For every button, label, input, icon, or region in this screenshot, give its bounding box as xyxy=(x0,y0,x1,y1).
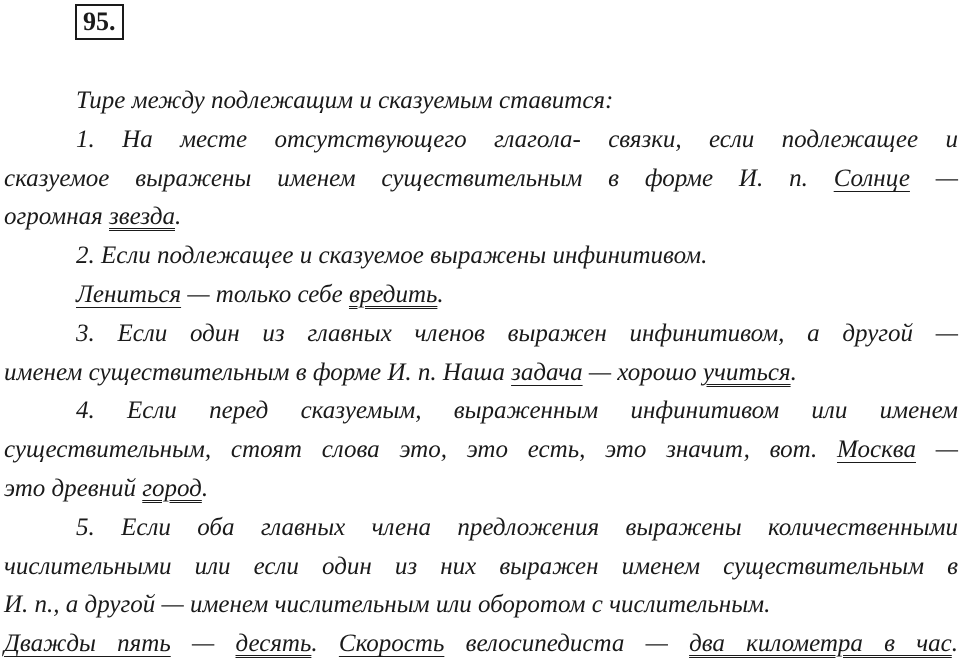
rule-1-subject: Солнце xyxy=(833,164,910,192)
rule-5-predicate-2: два километра в час xyxy=(689,630,952,658)
rule-2-line-1 xyxy=(4,237,958,276)
rule-3-line-1 xyxy=(4,315,958,354)
exercise-number: 95. xyxy=(75,4,124,40)
rule-4-text-cont: существительным, стоят слова это, это есть, это значит, вот. xyxy=(4,436,818,464)
rule-5-line-4 xyxy=(4,625,958,664)
rule-4-dash: — xyxy=(935,436,959,464)
rules-text xyxy=(4,82,958,664)
rule-5-line-2 xyxy=(4,548,958,587)
rule-4-line-2 xyxy=(4,431,958,470)
rule-5-middle-2: велосипедиста — xyxy=(465,630,668,658)
rule-5-line-3 xyxy=(4,586,958,625)
rule-4-line-3 xyxy=(4,470,958,509)
rule-5-line-1 xyxy=(4,509,958,548)
rule-2-line-2 xyxy=(4,276,958,315)
rule-3-middle: — хорошо xyxy=(588,358,697,386)
rule-2-predicate: вредить xyxy=(348,280,438,308)
rule-2-text: 2. Если подлежащее и сказуемое выражены инфинитивом. xyxy=(76,242,708,270)
rule-3-end: . xyxy=(790,358,797,386)
rule-1-example-start: огромная xyxy=(4,203,103,231)
rule-5-predicate-1: десять xyxy=(235,630,312,658)
rule-3-line-2 xyxy=(4,354,958,393)
rule-5-text-cont: числительными или если один из них выражен именем существительным в xyxy=(4,552,958,580)
rule-2-subject: Лениться xyxy=(76,280,182,308)
rule-5-separator: . xyxy=(311,630,318,658)
rule-1-predicate: звезда xyxy=(109,203,175,231)
rule-3-text-cont: именем существительным в форме И. п. Наша xyxy=(4,358,505,386)
rule-1-dash: — xyxy=(935,164,959,192)
rule-4-end: . xyxy=(201,474,209,502)
rule-5-text: 5. Если оба главных члена предложения выражены количественными xyxy=(76,513,958,541)
rule-5-text-cont-2: И. п., а другой — именем числительным или оборотом с числительным. xyxy=(4,591,771,619)
rule-1-end: . xyxy=(174,203,182,231)
rule-4-text: 4. Если перед сказуемым, выраженным инфинитивом или именем xyxy=(76,397,958,425)
rule-1-line-2 xyxy=(4,160,958,199)
rule-3-subject: задача xyxy=(511,358,583,386)
rule-4-example-start: это древний xyxy=(4,474,136,502)
intro-line xyxy=(4,82,958,121)
rule-1-text-cont: сказуемое выражены именем существительным в форме И. п. xyxy=(4,164,808,192)
rule-1-line-3 xyxy=(4,198,958,237)
rule-1-line-1 xyxy=(4,121,958,160)
rule-2-middle: — только себе xyxy=(187,280,343,308)
intro-text: Тире между подлежащим и сказуемым ставится: xyxy=(76,87,614,114)
rule-5-dash-1: — xyxy=(192,630,215,658)
rule-4-line-1 xyxy=(4,392,958,431)
rule-5-subject-2: Скорость xyxy=(338,630,445,658)
rule-3-text: 3. Если один из главных членов выражен инфинитивом, а другой — xyxy=(76,319,958,347)
rule-2-end: . xyxy=(437,280,444,308)
rule-5-end: . xyxy=(951,630,959,658)
rule-4-predicate: город xyxy=(142,474,202,502)
rule-1-text: 1. На месте отсутствующего глагола- связки, если подлежащее и xyxy=(76,125,958,153)
rule-3-predicate: учиться xyxy=(702,358,791,386)
rule-5-subject-1: Дважды пять xyxy=(4,630,171,658)
rule-4-subject: Москва xyxy=(837,436,916,464)
